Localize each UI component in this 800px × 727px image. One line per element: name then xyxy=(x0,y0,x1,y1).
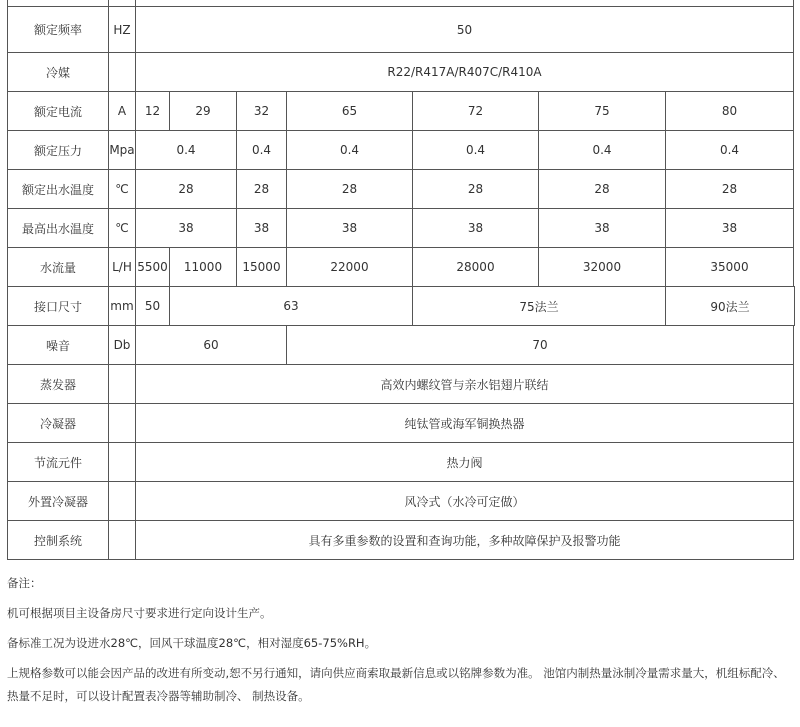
row-unit: ℃ xyxy=(109,209,136,248)
row-connection-size xyxy=(8,287,795,326)
row-evaporator xyxy=(8,365,795,404)
row-external-condenser xyxy=(8,482,795,521)
cell-value: 28 xyxy=(287,170,413,209)
row-label: 额定频率 xyxy=(8,7,109,53)
row-unit: L/H xyxy=(109,248,136,287)
row-condenser xyxy=(8,404,795,443)
row-unit: ℃ xyxy=(109,170,136,209)
cell-value: 38 xyxy=(237,209,287,248)
row-label: 额定电流 xyxy=(8,92,109,131)
row-max-outlet-temperature xyxy=(8,209,795,248)
cell-value: 38 xyxy=(136,209,237,248)
row-value: 50 xyxy=(136,7,794,53)
note-line: 机可根据项目主设备房尺寸要求进行定向设计生产。 xyxy=(7,606,272,620)
cell-value: 28 xyxy=(136,170,237,209)
row-rated-outlet-temperature xyxy=(8,170,795,209)
row-label: 控制系统 xyxy=(8,521,109,560)
row-unit xyxy=(109,365,136,404)
row-value: 热力阀 xyxy=(136,443,794,482)
cell-value: 75法兰 xyxy=(413,287,666,326)
row-unit xyxy=(109,521,136,560)
cell-value: 22000 xyxy=(287,248,413,287)
cell-value: 65 xyxy=(287,92,413,131)
spec-table xyxy=(7,0,795,560)
row-unit xyxy=(109,53,136,92)
row-unit: HZ xyxy=(109,7,136,53)
cell-value: 32000 xyxy=(539,248,666,287)
note-line: 上规格参数可以能会因产品的改进有所变动,恕不另行通知，请向供应商索取最新信息或以铭牌参数为准。 池馆内制热量泳制冷量需求量大，机组标配冷、 xyxy=(7,666,785,680)
cell-value: 12 xyxy=(136,92,170,131)
row-unit xyxy=(109,482,136,521)
cell-value: 70 xyxy=(287,326,794,365)
cell-value: 28000 xyxy=(413,248,539,287)
row-value: R22/R417A/R407C/R410A xyxy=(136,53,794,92)
row-value: 高效内螺纹管与亲水铝翅片联结 xyxy=(136,365,794,404)
cell-value: 38 xyxy=(539,209,666,248)
cell-value: 0.4 xyxy=(237,131,287,170)
cell-value: 38 xyxy=(413,209,539,248)
row-unit xyxy=(109,443,136,482)
note-line: 备标准工况为设进水28℃，回风干球温度28℃，相对湿度65-75%RH。 xyxy=(7,636,377,650)
cell-value: 0.4 xyxy=(287,131,413,170)
cell-value: 0.4 xyxy=(413,131,539,170)
row-value: 具有多重参数的设置和查询功能，多种故障保护及报警功能 xyxy=(136,521,794,560)
row-rated-current xyxy=(8,92,795,131)
row-rated-frequency xyxy=(8,7,795,53)
cell-value: 32 xyxy=(237,92,287,131)
cell-value: 28 xyxy=(413,170,539,209)
cell-value: 80 xyxy=(666,92,794,131)
cell-value: 0.4 xyxy=(136,131,237,170)
row-refrigerant xyxy=(8,53,795,92)
row-noise xyxy=(8,326,795,365)
row-label: 额定出水温度 xyxy=(8,170,109,209)
row-label: 冷媒 xyxy=(8,53,109,92)
row-water-flow xyxy=(8,248,795,287)
row-unit: mm xyxy=(109,287,136,326)
cell-value: 11000 xyxy=(170,248,237,287)
cell-value: 28 xyxy=(237,170,287,209)
row-throttle xyxy=(8,443,795,482)
cell-value: 28 xyxy=(666,170,794,209)
cell-value: 29 xyxy=(170,92,237,131)
row-label: 冷凝器 xyxy=(8,404,109,443)
row-label: 接口尺寸 xyxy=(8,287,109,326)
cell-value: 0.4 xyxy=(539,131,666,170)
cell-value: 35000 xyxy=(666,248,794,287)
cell-value: 38 xyxy=(666,209,794,248)
row-unit: Db xyxy=(109,326,136,365)
notes-title: 备注： xyxy=(7,576,42,590)
row-unit: Mpa xyxy=(109,131,136,170)
row-label: 水流量 xyxy=(8,248,109,287)
cell-value: 5500 xyxy=(136,248,170,287)
row-value: 纯钛管或海军铜换热器 xyxy=(136,404,794,443)
row-label: 节流元件 xyxy=(8,443,109,482)
row-label: 最高出水温度 xyxy=(8,209,109,248)
row-unit: A xyxy=(109,92,136,131)
note-line: 热量不足时，可以设计配置表冷器等辅助制冷、 制热设备。 xyxy=(7,689,310,703)
cell-value: 15000 xyxy=(237,248,287,287)
row-label: 蒸发器 xyxy=(8,365,109,404)
cell-value: 50 xyxy=(136,287,170,326)
cell-value: 63 xyxy=(170,287,413,326)
cell-value: 38 xyxy=(287,209,413,248)
cell-value: 0.4 xyxy=(666,131,794,170)
row-unit xyxy=(109,404,136,443)
row-value: 风冷式（水冷可定做） xyxy=(136,482,794,521)
row-rated-pressure xyxy=(8,131,795,170)
row-label: 额定压力 xyxy=(8,131,109,170)
row-label: 外置冷凝器 xyxy=(8,482,109,521)
row-label: 噪音 xyxy=(8,326,109,365)
cell-value: 72 xyxy=(413,92,539,131)
cell-value: 60 xyxy=(136,326,287,365)
cell-value: 75 xyxy=(539,92,666,131)
row-control-system xyxy=(8,521,795,560)
cell-value: 28 xyxy=(539,170,666,209)
cell-value: 90法兰 xyxy=(666,287,795,326)
